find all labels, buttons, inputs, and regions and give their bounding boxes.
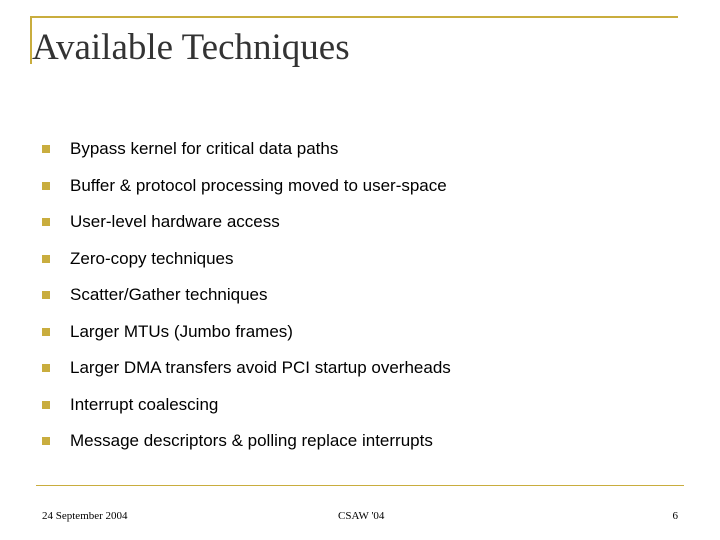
bullet-text: User-level hardware access <box>70 212 280 232</box>
footer-rule <box>36 485 684 486</box>
square-bullet-icon <box>42 218 50 226</box>
bullet-text: Zero-copy techniques <box>70 248 234 268</box>
bullet-item <box>40 423 660 460</box>
square-bullet-icon <box>42 364 50 372</box>
bullet-item <box>40 204 660 241</box>
bullet-text: Larger MTUs (Jumbo frames) <box>70 321 293 341</box>
page-number: 6 <box>672 510 678 522</box>
title-top-rule <box>30 16 678 18</box>
footer-conference: CSAW '04 <box>338 510 385 522</box>
square-bullet-icon <box>42 291 50 299</box>
bullet-item <box>40 131 660 168</box>
bullet-text: Scatter/Gather techniques <box>70 285 268 305</box>
square-bullet-icon <box>42 145 50 153</box>
bullet-text: Interrupt coalescing <box>70 394 219 414</box>
slide-title: Available Techniques <box>32 27 350 68</box>
square-bullet-icon <box>42 328 50 336</box>
bullet-item <box>40 350 660 387</box>
bullet-item <box>40 314 660 351</box>
bullet-text: Bypass kernel for critical data paths <box>70 139 339 159</box>
square-bullet-icon <box>42 182 50 190</box>
bullet-list <box>40 131 660 460</box>
footer-date: 24 September 2004 <box>42 510 128 522</box>
bullet-item <box>40 168 660 205</box>
bullet-text: Message descriptors & polling replace interrupts <box>70 431 433 451</box>
bullet-text: Larger DMA transfers avoid PCI startup overheads <box>70 358 451 378</box>
square-bullet-icon <box>42 401 50 409</box>
square-bullet-icon <box>42 437 50 445</box>
bullet-item <box>40 241 660 278</box>
bullet-item <box>40 387 660 424</box>
bullet-item <box>40 277 660 314</box>
square-bullet-icon <box>42 255 50 263</box>
bullet-text: Buffer & protocol processing moved to user-space <box>70 175 447 195</box>
